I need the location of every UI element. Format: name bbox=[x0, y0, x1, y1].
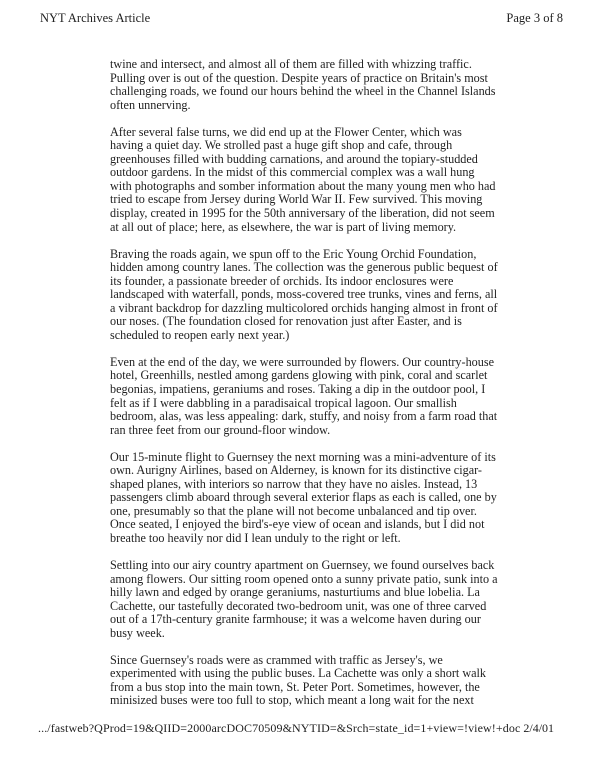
paragraph: Our 15-minute flight to Guernsey the next morning was a mini-adventure of its own. Aurigny Airlines, based on Alderney, is known for its distinctive cigar-shaped planes, with interiors so narrow that they have no aisles. Instead, 13 passengers climb aboard through several exterior flaps as each is called, one by one, presumably so that the plane will not become unbalanced and tip over. Once seated, I enjoyed the bird's-eye view of ocean and islands, but I did not breathe too heavily nor did I lean unduly to the right or left. bbox=[110, 449, 497, 545]
document-body bbox=[110, 58, 498, 721]
paragraph: Braving the roads again, we spun off to the Eric Young Orchid Foundation, hidden among country lanes. The collection was the generous public bequest of its founder, a passionate breeder of orchids. Its indoor enclosures were landscaped with waterfall, ponds, moss-covered tree trunks, vines and ferns, all a vibrant backdrop for dazzling multicolored orchids hanging almost in front of our noses. (The foundation closed for renovation just after Easter, and is scheduled to reopen early next year.) bbox=[110, 246, 498, 342]
paragraph: Even at the end of the day, we were surrounded by flowers. Our country-house hotel, Greenhills, nestled among gardens glowing with pink, coral and scarlet begonias, impatiens, geraniums and roses. Taking a dip in the outdoor pool, I felt as if I were dabbling in a paradisaical tropical lagoon. Our smallish bedroom, alas, was less appealing: dark, stuffy, and noisy from a farm road that ran three feet from our ground-floor window. bbox=[110, 354, 498, 437]
paragraph: After several false turns, we did end up at the Flower Center, which was having a quiet day. We strolled past a huge gift shop and cafe, through greenhouses filled with budding carnations, and around the topiary-studded outdoor gardens. In the midst of this commercial complex was a wall hung with photographs and somber information about the many young men who had tried to escape from Jersey during World War II. Few survived. This moving display, created in 1995 for the 50th anniversary of the liberation, did not seem at all out of place; here, as elsewhere, the war is part of living memory. bbox=[110, 124, 496, 234]
paragraph: Settling into our airy country apartment on Guernsey, we found ourselves back among flowers. Our sitting room opened onto a sunny private patio, sunk into a hilly lawn and edged by orange geraniums, nasturtiums and blue lobelia. La Cachette, our tastefully decorated two-bedroom unit, was one of three carved out of a 17th-century granite farmhouse; it was a welcome haven during our busy week. bbox=[110, 558, 498, 640]
page-footer bbox=[38, 721, 570, 736]
footer-source-url: .../fastweb?QProd=19&QIID=2000arcDOC70509&NYTID=&Srch=state_id=1+view=!view!+doc bbox=[38, 721, 521, 735]
page-header bbox=[40, 11, 563, 26]
header-page-indicator: Page 3 of 8 bbox=[506, 11, 563, 25]
paragraph: twine and intersect, and almost all of them are filled with whizzing traffic. Pulling over is out of the question. Despite years of practice on Britain's most challenging roads, we found our hours behind the wheel in the Channel Islands often unnerving. bbox=[110, 57, 496, 112]
paragraph: Since Guernsey's roads were as crammed with traffic as Jersey's, we experimented with using the public buses. La Cachette was only a short walk from a bus stop into the main town, St. Peter Port. Sometimes, however, the minisized buses were too full to stop, which meant a long wait for the next bbox=[110, 652, 487, 708]
footer-print-date: 2/4/01 bbox=[523, 721, 555, 735]
header-document-title: NYT Archives Article bbox=[40, 11, 151, 25]
